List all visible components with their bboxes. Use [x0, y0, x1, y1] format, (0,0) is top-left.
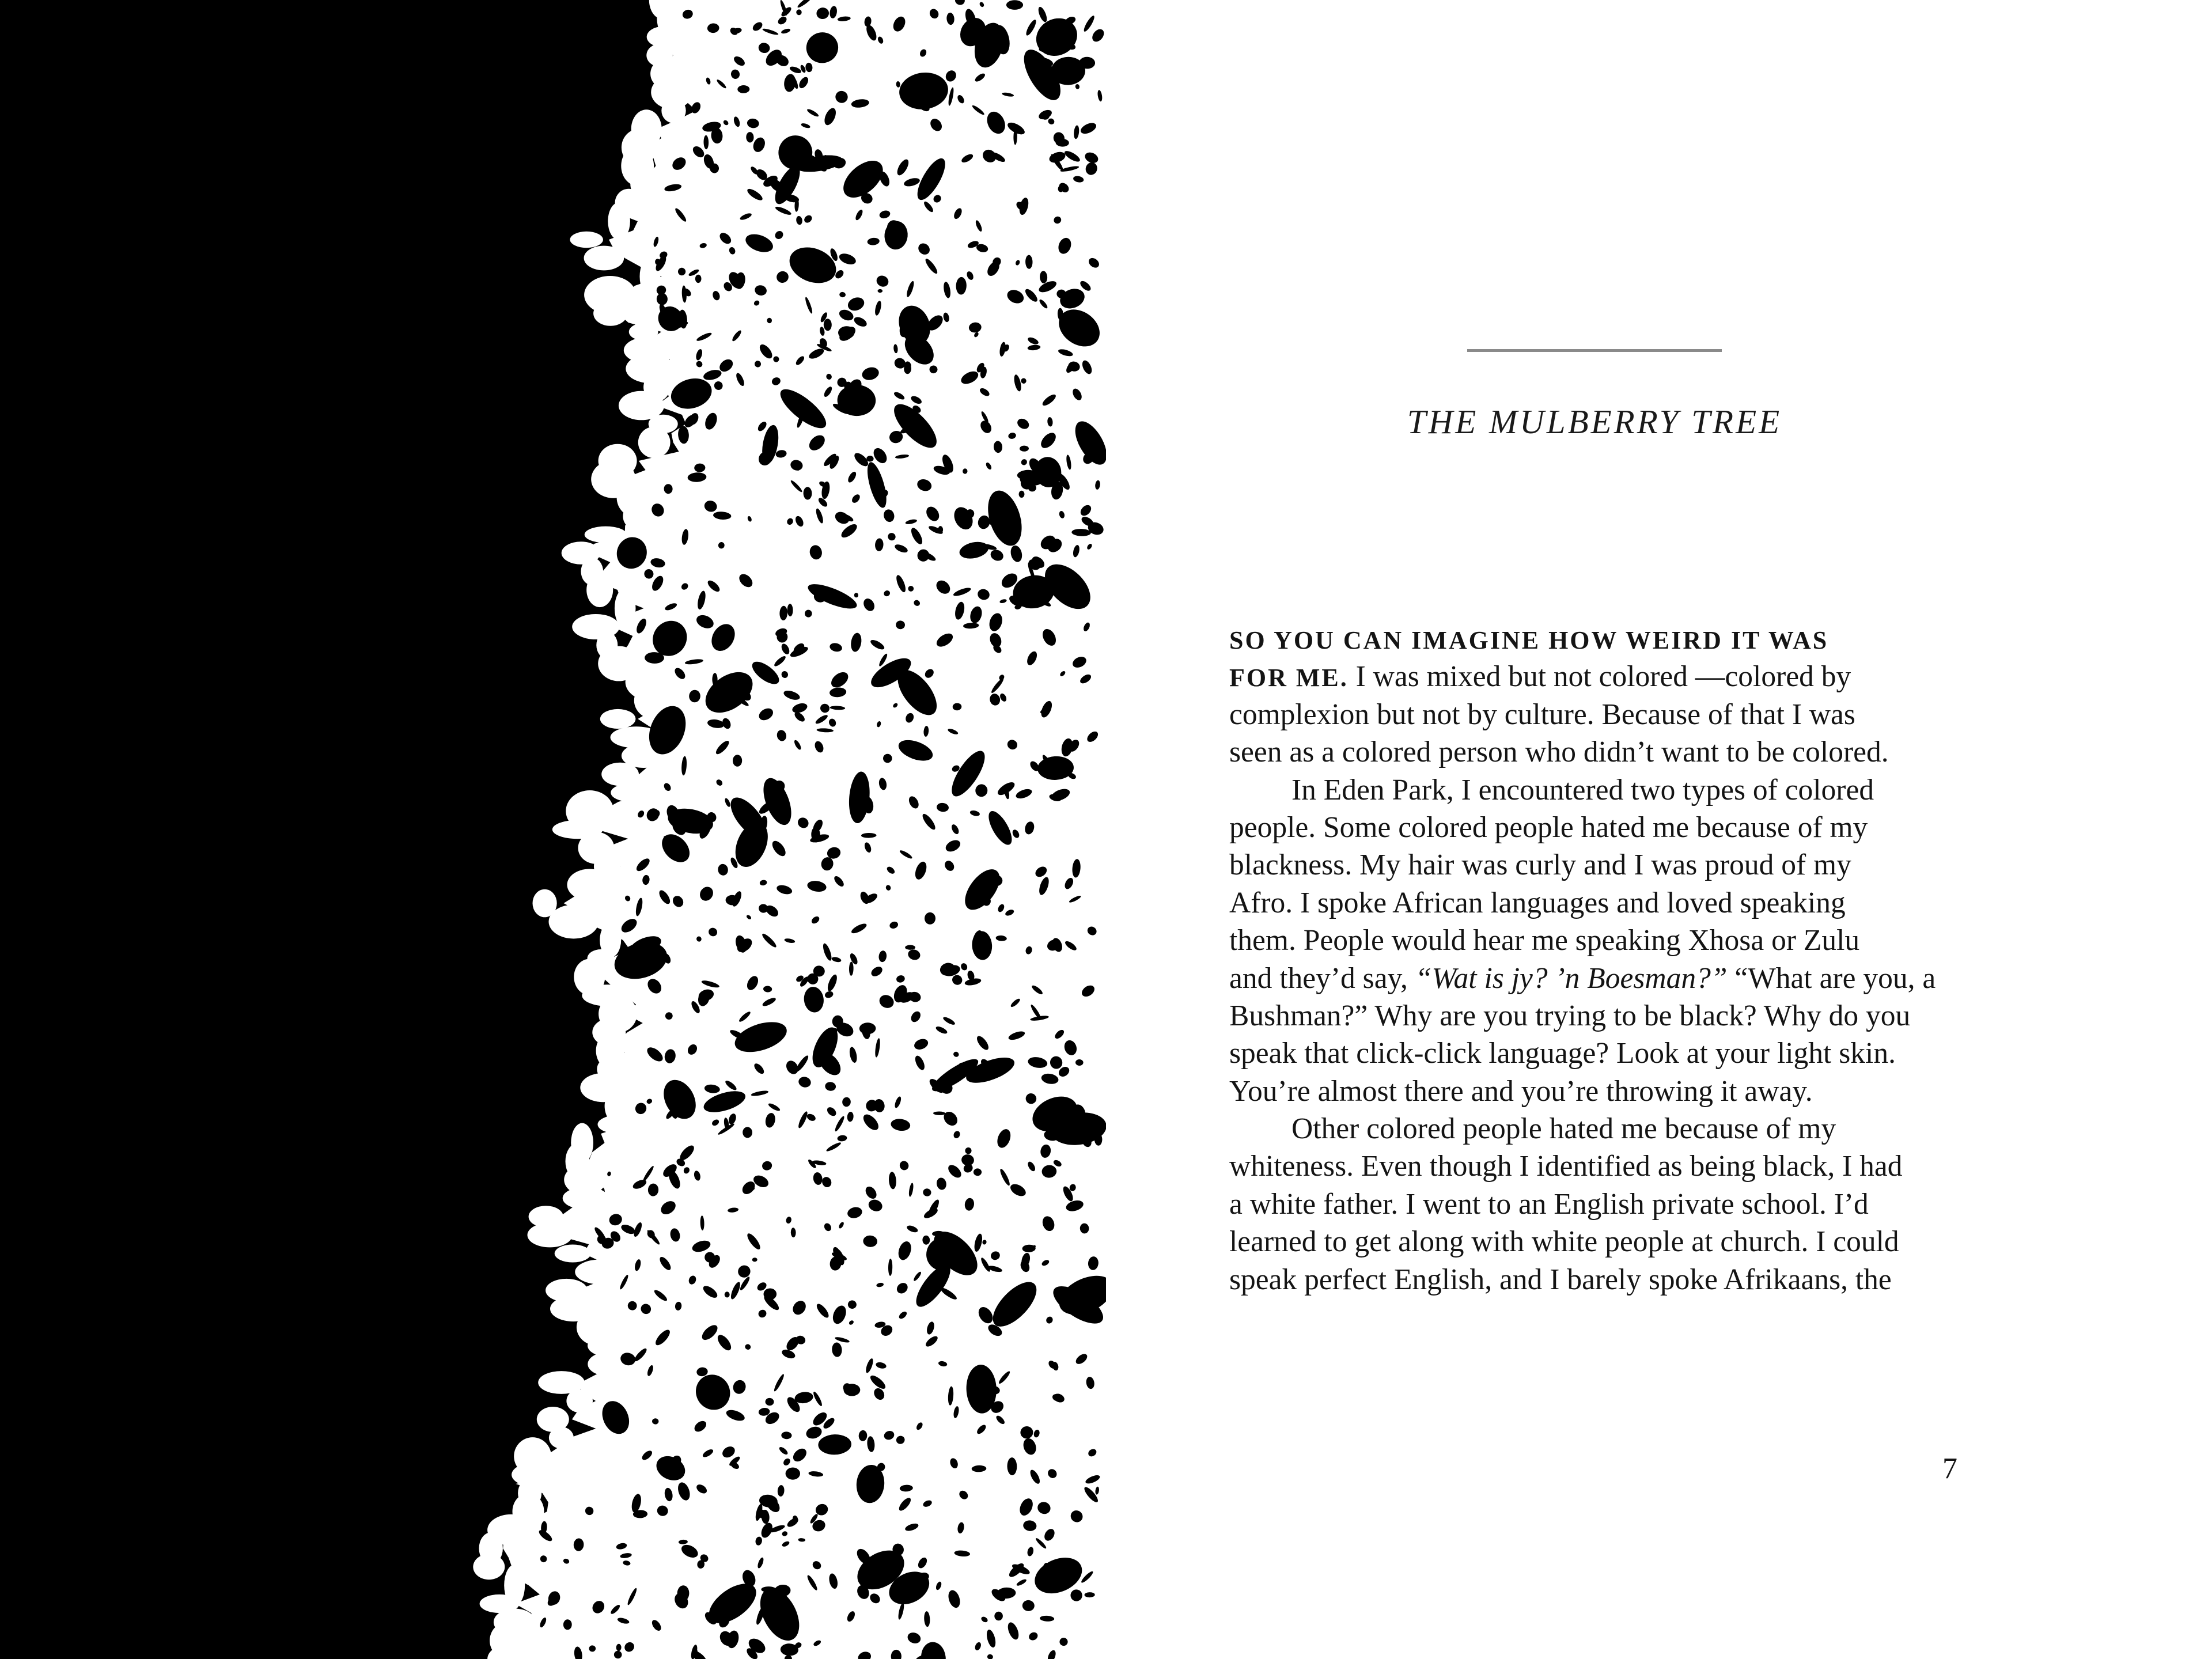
chapter-title: THE MULBERRY TREE [1407, 403, 1782, 441]
body-line [1229, 1073, 1984, 1110]
body-text [1229, 620, 1984, 1298]
line-text: speak perfect English, and I barely spoke Afrikaans, the [1229, 1263, 1892, 1296]
edge-blob [566, 1389, 593, 1413]
line-text: In Eden Park, I encountered two types of colored [1291, 773, 1874, 806]
line-text: seen as a colored person who didn’t want to be colored. [1229, 736, 1889, 769]
edge-blob [593, 301, 627, 326]
body-line [1229, 1261, 1984, 1298]
edge-blob [611, 783, 651, 802]
line-text-after: “What are you, a [1727, 961, 1936, 995]
edge-blob [600, 709, 636, 729]
lead-in-small-caps: SO YOU CAN IMAGINE HOW WEIRD IT WAS [1229, 626, 1829, 654]
edge-blob [608, 202, 630, 240]
edge-blob [584, 246, 624, 271]
speckle [1024, 475, 1043, 486]
body-line [1229, 809, 1984, 846]
speckle [733, 755, 742, 767]
edge-blob [661, 98, 685, 123]
line-text: whiteness. Even though I identified as being black, I had [1229, 1150, 1903, 1183]
speckle [786, 1468, 800, 1480]
right-page [1106, 0, 2212, 1659]
line-text: speak that click-click language? Look at your light skin. [1229, 1037, 1896, 1070]
speckle [905, 945, 915, 949]
body-line [1229, 846, 1984, 884]
page-number: 7 [1942, 1452, 1957, 1485]
body-line [1229, 1147, 1984, 1185]
body-line [1229, 1185, 1984, 1223]
edge-blob [563, 1187, 609, 1210]
edge-blob [575, 1259, 626, 1284]
line-text: learned to get along with white people at church. I could [1229, 1225, 1899, 1259]
line-text: people. Some colored people hated me because of my [1229, 810, 1868, 844]
line-text: Other colored people hated me because of my [1291, 1112, 1836, 1146]
body-line [1229, 960, 1984, 997]
line-text: Bushman?” Why are you trying to be black? Why do you [1229, 999, 1911, 1032]
line-text: Afro. I spoke African languages and loved speaking [1229, 886, 1846, 919]
line-text: You’re almost there and you’re throwing it away. [1229, 1074, 1813, 1108]
edge-blob [549, 905, 599, 939]
lead-in-small-caps: FOR ME. [1229, 664, 1349, 692]
body-line [1229, 658, 1984, 695]
line-text: a white father. I went to an English private school. I’d [1229, 1187, 1869, 1221]
edge-blob [549, 1427, 574, 1449]
edge-blob [647, 26, 680, 47]
speckle [1006, 0, 1023, 10]
body-line [1229, 1110, 1984, 1147]
edge-blob [598, 1115, 642, 1134]
speckle [854, 593, 858, 597]
line-text: complexion but not by culture. Because of that I was [1229, 698, 1855, 731]
speckle [994, 1612, 1003, 1620]
line-text: them. People would hear me speaking Xhosa or Zulu [1229, 924, 1860, 957]
body-line [1229, 1223, 1984, 1260]
line-text: I was mixed but not colored —colored by [1348, 660, 1851, 694]
body-line [1229, 922, 1984, 959]
italic-quote: “Wat is jy? ’n Boesman?” [1415, 961, 1728, 995]
speckle [764, 1289, 777, 1300]
line-text: blackness. My hair was curly and I was proud of my [1229, 849, 1851, 882]
edge-blob [528, 1223, 573, 1248]
edge-blob [570, 232, 603, 248]
speckle [1019, 491, 1025, 498]
body-line [1229, 620, 1984, 658]
edge-blob [555, 1245, 591, 1263]
edge-blob [567, 869, 612, 901]
edge-blob [473, 1554, 505, 1580]
body-line [1229, 733, 1984, 771]
line-text: and they’d say, [1229, 961, 1415, 995]
body-line [1229, 884, 1984, 922]
edge-blob [623, 502, 653, 531]
edge-blob [585, 527, 627, 543]
body-line [1229, 997, 1984, 1035]
speckle [925, 912, 935, 925]
edge-blob [638, 427, 671, 459]
body-line [1229, 696, 1984, 733]
chapter-title-rule [1467, 349, 1722, 352]
edge-blob [601, 763, 639, 786]
body-line [1229, 1035, 1984, 1072]
edge-blob [586, 573, 613, 607]
speckle [695, 275, 702, 283]
body-line [1229, 771, 1984, 809]
